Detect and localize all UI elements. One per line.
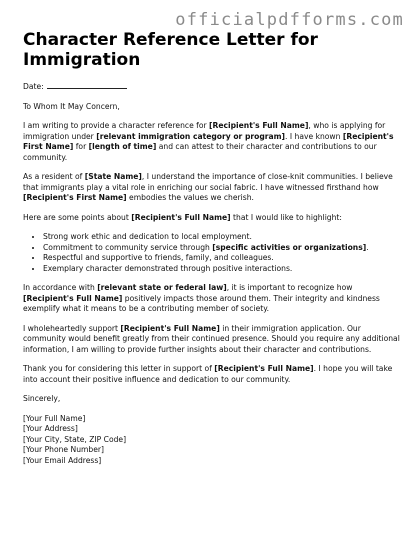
date-blank [47, 80, 127, 89]
letter-page [23, 30, 405, 466]
placeholder-field: [Recipient's Full Name] [23, 293, 123, 303]
list-item: • Exemplary character demonstrated through positive interactions. [43, 264, 405, 275]
signature-line: [Your Full Name] [23, 413, 86, 423]
paragraph-thanks: Thank you for considering this letter in support of [Recipient's Full Name]. I hope you will take into account their positive influence and dedication to our community. [23, 364, 393, 384]
placeholder-field: [relevant immigration category or program] [96, 131, 286, 141]
signature-line: [Your Address] [23, 424, 78, 433]
highlight-list [23, 232, 405, 274]
date-line [23, 80, 405, 93]
placeholder-field: [Recipient's Full Name] [214, 364, 314, 373]
list-item: • Respectful and supportive to friends, family, and colleagues. [43, 253, 405, 264]
paragraph-support: I wholeheartedly support [Recipient's Full Name] in their immigration application. Our community would benefit greatly from their continued presence. Should you require any additional information, I am willing to provide further insights about their character and contributions. [23, 323, 400, 354]
placeholder-field: [Recipient's Full Name] [120, 323, 220, 333]
closing: Sincerely, [23, 394, 61, 403]
paragraph-community: As a resident of [State Name], I understand the importance of close-knit communities. I believe that immigrants play a vital role in enriching our social fabric. I have witnessed firsthand how [Recipient's First Name] embodies the values we cherish. [23, 172, 393, 202]
signature-line: [Your Email Address] [23, 455, 102, 465]
list-item: • Commitment to community service through [specific activities or organizations]. [43, 243, 405, 254]
signature-line: [Your City, State, ZIP Code] [23, 434, 127, 444]
signature-block [23, 414, 405, 467]
paragraph-law: In accordance with [relevant state or federal law], it is important to recognize how [Recipient's Full Name] positively impacts those around them. Their integrity and kindness exemplify what it means to be a contributing member of society. [23, 283, 380, 313]
paragraph-intro: I am writing to provide a character reference for [Recipient's Full Name], who is applying for immigration under [relevant immigration category or program]. I have known [Recipient's First Name] for [length of time] and can attest to their character and contributions to our community. [23, 121, 394, 162]
placeholder-field: [State Name] [84, 172, 142, 181]
date-label: Date: [23, 82, 44, 91]
salutation: To Whom It May Concern, [23, 101, 120, 111]
signature-line: [Your Phone Number] [23, 445, 104, 454]
placeholder-field: [Recipient's First Name] [23, 193, 127, 202]
placeholder-field: [specific activities or organizations] [212, 242, 367, 252]
placeholder-field: [relevant state or federal law] [97, 283, 227, 292]
letter-title: Character Reference Letter for Immigration [23, 30, 318, 70]
list-item: • Strong work ethic and dedication to local employment. [43, 232, 405, 243]
placeholder-field: [length of time] [88, 142, 157, 151]
placeholder-field: [Recipient's Full Name] [209, 121, 309, 130]
site-watermark: officialpdfforms.com [175, 10, 404, 30]
letter-body [23, 80, 405, 466]
placeholder-field: [Recipient's First Name] [23, 131, 394, 151]
paragraph-points-intro: Here are some points about [Recipient's Full Name] that I would like to highlight: [23, 212, 342, 222]
placeholder-field: [Recipient's Full Name] [131, 212, 231, 222]
